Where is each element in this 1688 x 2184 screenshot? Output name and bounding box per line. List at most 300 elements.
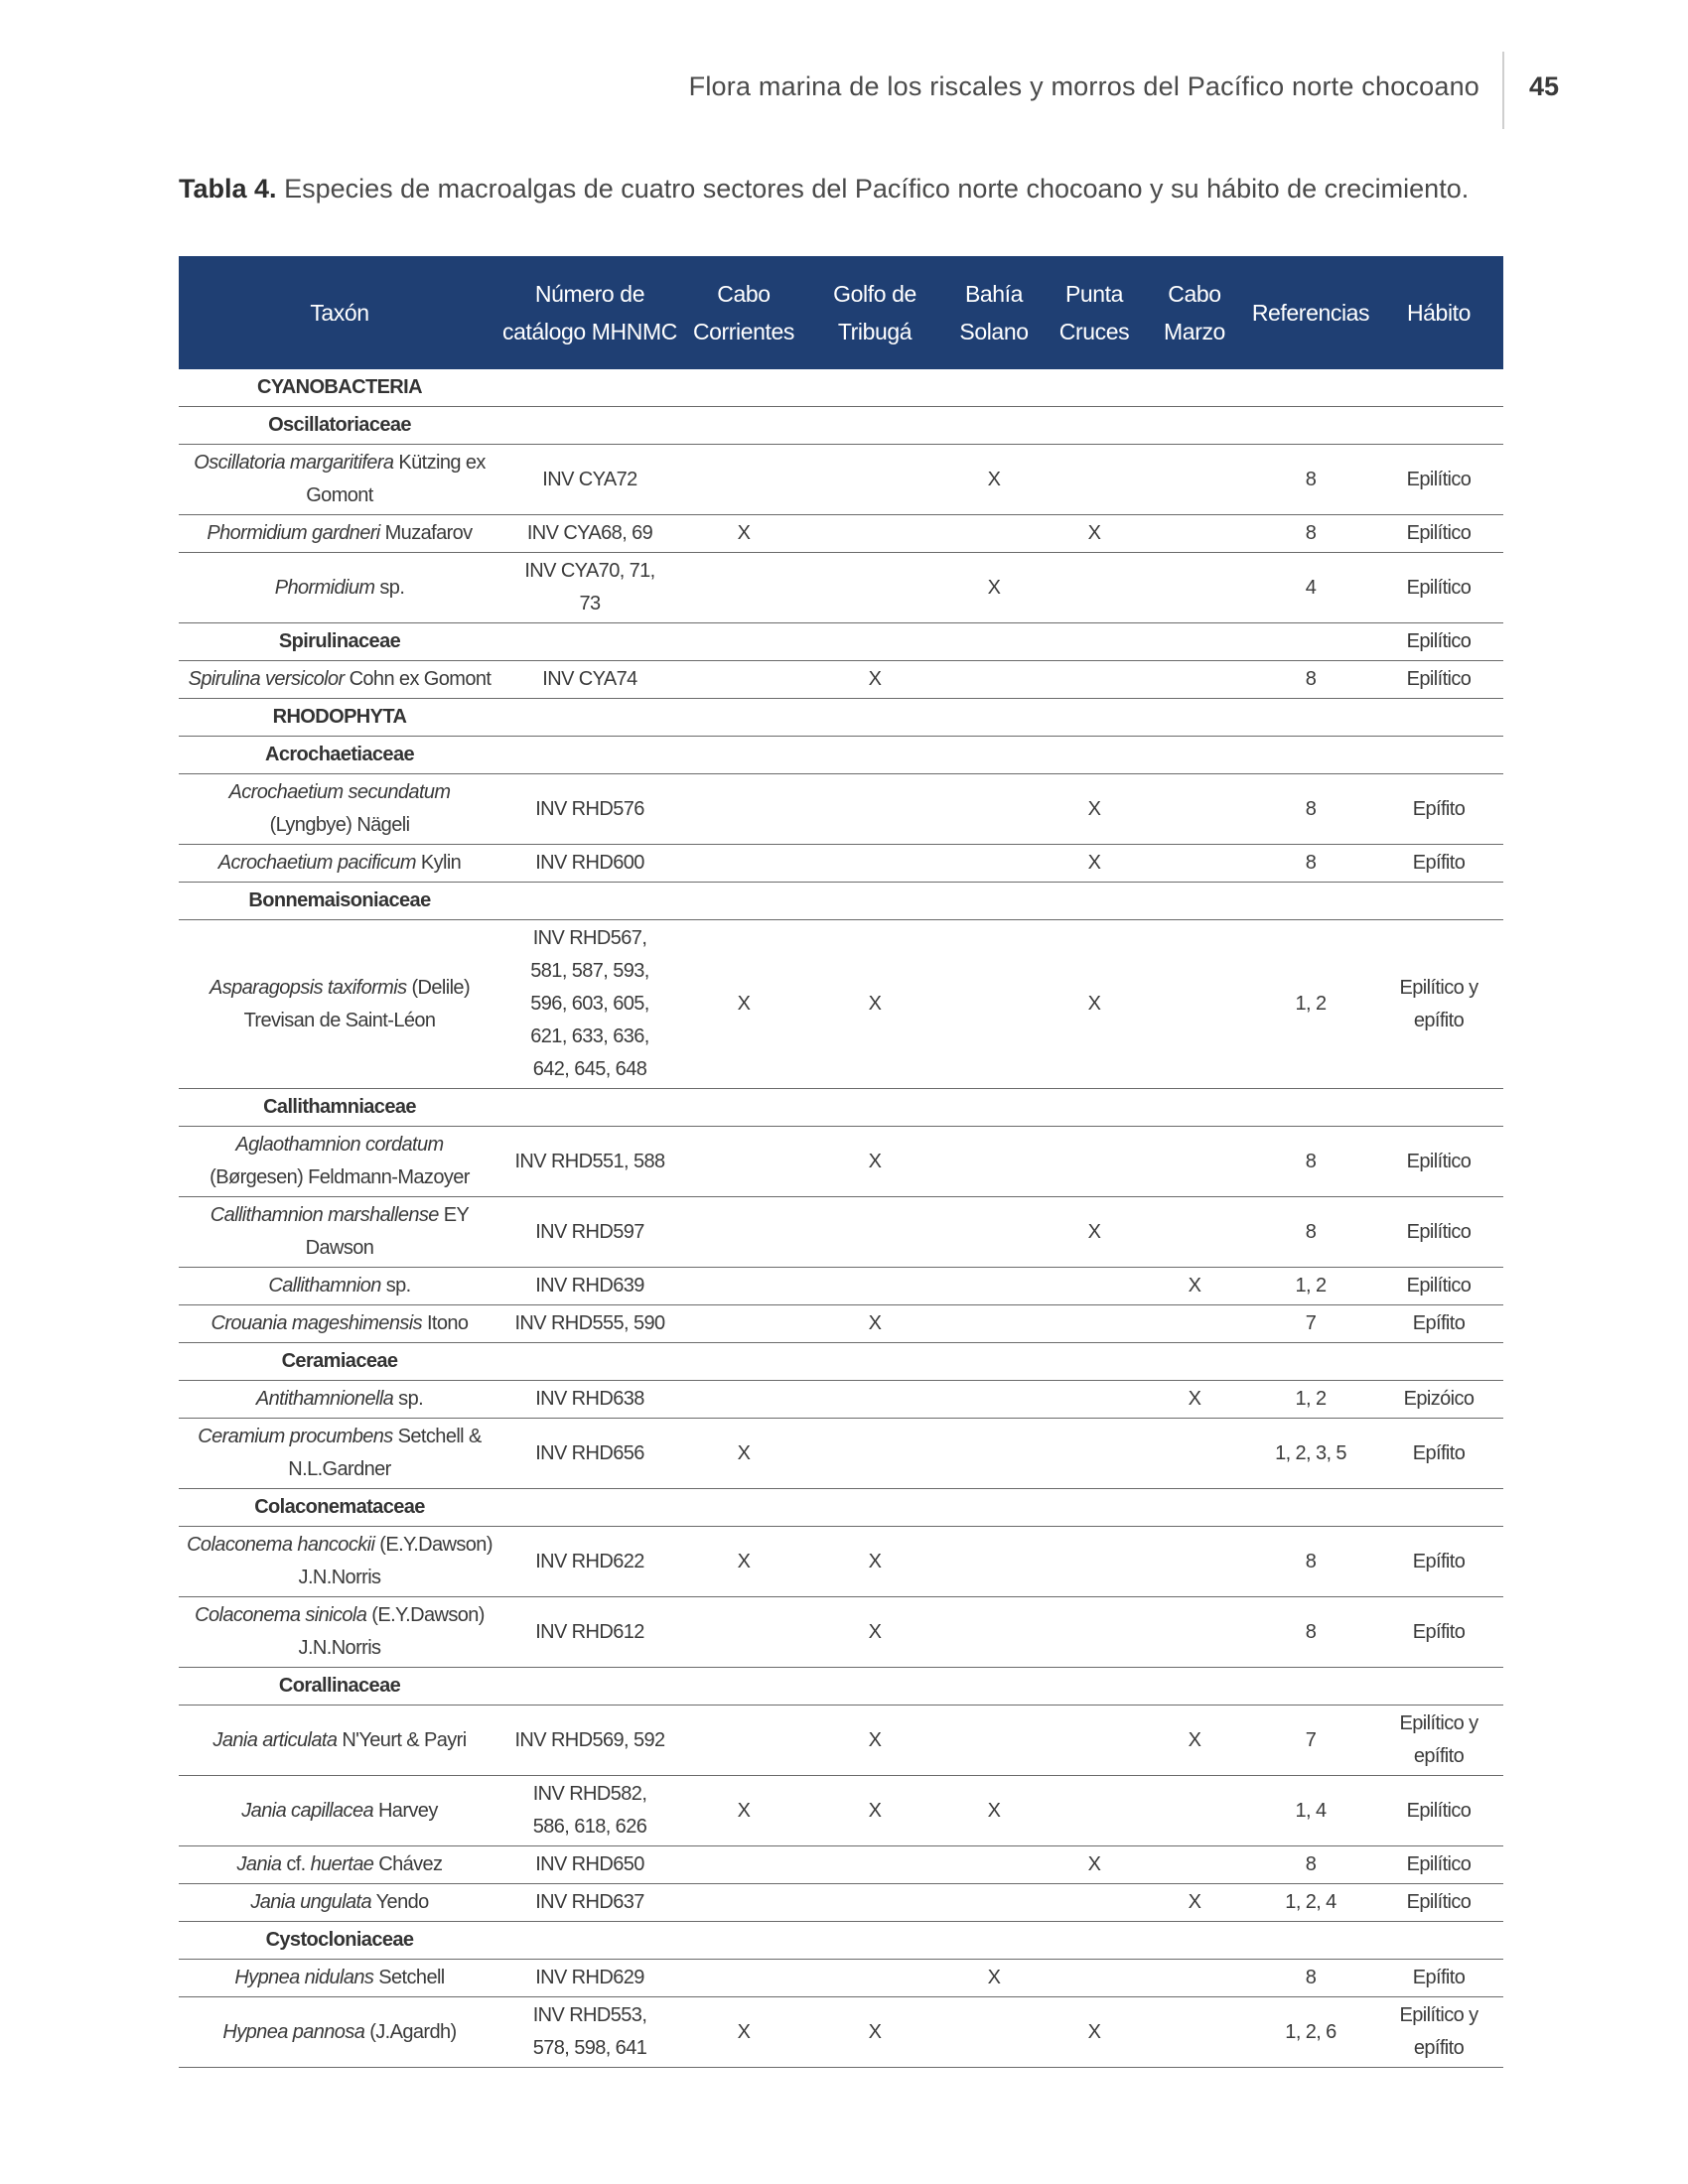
empty-cell [1142,883,1247,920]
empty-cell [808,369,941,407]
presence-mark: X [808,661,941,699]
taxon-cell [179,920,500,1089]
presence-mark: X [941,553,1047,623]
catalog-cell: INV RHD597 [500,1197,679,1268]
empty-cell [679,623,808,661]
empty-cell [941,623,1047,661]
empty-cell [679,1489,808,1527]
references-cell: 8 [1247,1527,1374,1597]
presence-mark: X [1047,1997,1142,2068]
empty-cell [1142,737,1247,774]
taxon-cell [179,1706,500,1776]
presence-mark: X [808,1776,941,1846]
taxon-cell [179,1960,500,1997]
taxon-author: (E.Y.Dawson) J.N.Norris [298,1534,492,1588]
taxon-name: Hypnea pannosa [222,2020,365,2043]
presence-mark [1047,1419,1142,1489]
habit-cell [1374,369,1503,407]
habit-cell: Epilítico [1374,1776,1503,1846]
empty-cell [941,369,1047,407]
presence-mark [808,1381,941,1419]
empty-cell [1047,1668,1142,1706]
table-row [179,1776,1503,1846]
presence-mark: X [1047,1846,1142,1884]
table-group-row [179,369,1503,407]
references-cell: 8 [1247,445,1374,515]
empty-cell [1142,1668,1247,1706]
taxon-cell [179,1846,500,1884]
presence-mark: X [808,920,941,1089]
empty-cell [1047,369,1142,407]
presence-mark [808,774,941,845]
empty-cell [500,1668,679,1706]
empty-cell [500,1922,679,1960]
presence-mark [941,661,1047,699]
habit-cell: Epilítico y epífito [1374,1997,1503,2068]
taxon-cell [179,515,500,553]
empty-cell [1247,623,1374,661]
presence-mark [808,1960,941,1997]
empty-cell [1047,699,1142,737]
empty-cell [941,1922,1047,1960]
habit-cell [1374,699,1503,737]
taxon-name: Jania ungulata [250,1891,372,1913]
presence-mark [808,1197,941,1268]
references-cell: 1, 2, 6 [1247,1997,1374,2068]
references-cell: 8 [1247,1127,1374,1197]
taxon-cell [179,1884,500,1922]
catalog-cell: INV RHD639 [500,1268,679,1305]
empty-cell [1142,1343,1247,1381]
col-header-cabo-marzo: Cabo Marzo [1142,256,1247,369]
habit-cell: Epilítico [1374,661,1503,699]
empty-cell [941,1343,1047,1381]
references-cell: 1, 2, 4 [1247,1884,1374,1922]
empty-cell [941,1489,1047,1527]
presence-mark: X [941,445,1047,515]
catalog-cell: INV RHD637 [500,1884,679,1922]
empty-cell [500,407,679,445]
catalog-cell: INV RHD638 [500,1381,679,1419]
habit-cell [1374,883,1503,920]
taxon-cell [179,1305,500,1343]
habit-cell [1374,1668,1503,1706]
col-header-taxon: Taxón [179,256,500,369]
presence-mark [1142,1960,1247,1997]
presence-mark [679,1381,808,1419]
presence-mark [679,774,808,845]
habit-cell [1374,737,1503,774]
taxon-cell [179,661,500,699]
catalog-cell: INV RHD569, 592 [500,1706,679,1776]
table-row [179,1706,1503,1776]
taxon-name: Spirulina versicolor [188,668,345,690]
taxon-cell [179,774,500,845]
taxon-name: Colaconema hancockii [187,1534,375,1556]
taxon-author: Yendo [375,1891,429,1913]
taxon-author: Muzafarov [384,522,473,544]
table-row [179,845,1503,883]
presence-mark [1047,1706,1142,1776]
presence-mark [679,1197,808,1268]
presence-mark [679,1268,808,1305]
taxon-name: Oscillatoria margaritifera [194,452,394,474]
habit-cell: Epífito [1374,1960,1503,1997]
caption-label: Tabla 4. [179,174,277,204]
presence-mark [1047,1960,1142,1997]
species-table [179,256,1503,2068]
habit-cell: Epilítico [1374,1846,1503,1884]
empty-cell [808,1489,941,1527]
table-group-row [179,1489,1503,1527]
taxon-author: Setchell & N.L.Gardner [288,1426,482,1480]
empty-cell [1047,883,1142,920]
empty-cell [1047,737,1142,774]
presence-mark [1047,1597,1142,1668]
empty-cell [679,369,808,407]
catalog-cell: INV RHD656 [500,1419,679,1489]
group-name: RHODOPHYTA [179,699,500,737]
habit-cell [1374,1489,1503,1527]
empty-cell [1247,737,1374,774]
taxon-author: (Lyngbye) Nägeli [269,814,410,836]
empty-cell [941,1668,1047,1706]
table-row [179,1884,1503,1922]
catalog-cell: INV RHD600 [500,845,679,883]
presence-mark [1142,1997,1247,2068]
presence-mark [941,515,1047,553]
presence-mark: X [941,1776,1047,1846]
habit-cell: Epífito [1374,1597,1503,1668]
presence-mark: X [1142,1884,1247,1922]
presence-mark [941,1846,1047,1884]
habit-cell: Epilítico [1374,1884,1503,1922]
presence-mark [941,1268,1047,1305]
table-row [179,1305,1503,1343]
empty-cell [1047,1489,1142,1527]
presence-mark [1047,1268,1142,1305]
taxon-cell [179,445,500,515]
table-group-row [179,1343,1503,1381]
empty-cell [1247,699,1374,737]
empty-cell [1247,1343,1374,1381]
presence-mark [941,1884,1047,1922]
presence-mark [679,661,808,699]
taxon-epithet: huertae [310,1853,374,1875]
taxon-author: (Delile) Trevisan de Saint-Léon [243,976,471,1031]
empty-cell [1142,699,1247,737]
habit-cell: Epilítico y epífito [1374,920,1503,1089]
presence-mark [679,1884,808,1922]
catalog-cell: INV RHD553, 578, 598, 641 [500,1997,679,2068]
empty-cell [941,699,1047,737]
presence-mark [941,845,1047,883]
empty-cell [1047,1089,1142,1127]
caption-text: Especies de macroalgas de cuatro sectores del Pacífico norte chocoano y su hábito de crecimiento. [284,174,1470,204]
table-row [179,661,1503,699]
presence-mark [1142,1305,1247,1343]
table-group-row [179,1668,1503,1706]
table-group-row [179,1922,1503,1960]
empty-cell [941,883,1047,920]
presence-mark [941,1997,1047,2068]
presence-mark [808,845,941,883]
habit-cell: Epilítico [1374,1127,1503,1197]
taxon-author: Kützing ex Gomont [306,452,486,506]
habit-cell: Epilítico [1374,1197,1503,1268]
presence-mark [679,1960,808,1997]
running-title: Flora marina de los riscales y morros del Pacífico norte chocoano [688,71,1479,101]
presence-mark [941,1706,1047,1776]
empty-cell [679,699,808,737]
page-number: 45 [1529,71,1560,101]
habit-cell: Epilítico [1374,553,1503,623]
habit-cell: Epilítico [1374,1268,1503,1305]
table-caption [179,174,1469,205]
taxon-cell [179,1197,500,1268]
table-row [179,920,1503,1089]
habit-cell: Epífito [1374,774,1503,845]
presence-mark [1047,1527,1142,1597]
taxon-author: sp. [398,1388,424,1410]
catalog-cell: INV RHD555, 590 [500,1305,679,1343]
catalog-cell: INV RHD629 [500,1960,679,1997]
references-cell: 8 [1247,1846,1374,1884]
group-name: CYANOBACTERIA [179,369,500,407]
table-row [179,445,1503,515]
catalog-cell: INV RHD582, 586, 618, 626 [500,1776,679,1846]
presence-mark [941,1127,1047,1197]
empty-cell [1142,1489,1247,1527]
empty-cell [500,1489,679,1527]
group-name: Ceramiaceae [179,1343,500,1381]
catalog-cell: INV RHD576 [500,774,679,845]
empty-cell [1247,369,1374,407]
group-name: Cystocloniaceae [179,1922,500,1960]
taxon-name: Asparagopsis taxiformis [209,976,407,999]
catalog-cell: INV CYA74 [500,661,679,699]
empty-cell [808,623,941,661]
references-cell: 8 [1247,661,1374,699]
empty-cell [808,407,941,445]
presence-mark [679,1597,808,1668]
presence-mark: X [679,920,808,1089]
presence-mark: X [808,1597,941,1668]
presence-mark: X [808,1997,941,2068]
presence-mark: X [1047,515,1142,553]
taxon-author: Itono [426,1312,469,1334]
presence-mark [941,920,1047,1089]
col-header-referencias: Referencias [1247,256,1374,369]
empty-cell [1247,883,1374,920]
presence-mark [679,553,808,623]
presence-mark [941,1305,1047,1343]
table-header-row [179,256,1503,369]
presence-mark [1142,774,1247,845]
table-row [179,1127,1503,1197]
presence-mark: X [679,1997,808,2068]
habit-cell: Epilítico [1374,623,1503,661]
empty-cell [500,369,679,407]
presence-mark: X [679,1527,808,1597]
taxon-name: Acrochaetium secundatum [228,781,451,803]
empty-cell [1047,1343,1142,1381]
presence-mark [808,1846,941,1884]
empty-cell [679,737,808,774]
empty-cell [500,1089,679,1127]
taxon-author: (J.Agardh) [369,2020,457,2043]
taxon-name: Crouania mageshimensis [211,1312,422,1334]
presence-mark [1142,445,1247,515]
presence-mark [1142,1846,1247,1884]
presence-mark [1047,1776,1142,1846]
empty-cell [679,407,808,445]
taxon-cell [179,553,500,623]
empty-cell [679,1922,808,1960]
references-cell: 7 [1247,1706,1374,1776]
presence-mark [1047,1884,1142,1922]
references-cell: 8 [1247,845,1374,883]
empty-cell [679,1343,808,1381]
presence-mark [1047,661,1142,699]
taxon-name: Antithamnionella [255,1388,394,1410]
habit-cell: Epilítico y epífito [1374,1706,1503,1776]
presence-mark [679,1305,808,1343]
catalog-cell: INV RHD567, 581, 587, 593, 596, 603, 605, 621, 633, 636, 642, 645, 648 [500,920,679,1089]
empty-cell [808,1089,941,1127]
taxon-author: (E.Y.Dawson) J.N.Norris [298,1604,485,1659]
presence-mark: X [1047,845,1142,883]
group-name: Colaconemataceae [179,1489,500,1527]
references-cell: 1, 2, 3, 5 [1247,1419,1374,1489]
presence-mark [679,1846,808,1884]
empty-cell [1247,1922,1374,1960]
habit-cell: Epífito [1374,1305,1503,1343]
presence-mark: X [941,1960,1047,1997]
habit-cell: Epífito [1374,845,1503,883]
table-row [179,1381,1503,1419]
presence-mark: X [1142,1381,1247,1419]
table-row [179,553,1503,623]
empty-cell [1247,1089,1374,1127]
empty-cell [808,1668,941,1706]
presence-mark [941,1197,1047,1268]
empty-cell [808,737,941,774]
habit-cell [1374,407,1503,445]
presence-mark: X [1142,1268,1247,1305]
table-row [179,774,1503,845]
habit-cell: Epífito [1374,1419,1503,1489]
habit-cell: Epilítico [1374,515,1503,553]
taxon-author: Cohn ex Gomont [349,668,492,690]
presence-mark [1142,1597,1247,1668]
presence-mark [1047,1305,1142,1343]
presence-mark [1047,445,1142,515]
taxon-name: Phormidium gardneri [207,522,380,544]
table-group-row [179,407,1503,445]
taxon-cell [179,1419,500,1489]
group-name: Corallinaceae [179,1668,500,1706]
table-row [179,1419,1503,1489]
taxon-author: sp. [379,576,405,599]
taxon-author: N'Yeurt & Payri [342,1728,467,1751]
table-row [179,1268,1503,1305]
presence-mark [1047,553,1142,623]
empty-cell [679,1668,808,1706]
habit-cell [1374,1922,1503,1960]
col-header-bahia-solano: Bahía Solano [941,256,1047,369]
presence-mark [1142,515,1247,553]
taxon-cell [179,1527,500,1597]
presence-mark [808,1884,941,1922]
taxon-author: Chávez [378,1853,443,1875]
presence-mark [1142,1776,1247,1846]
table-row [179,1960,1503,1997]
empty-cell [1142,369,1247,407]
presence-mark [1142,661,1247,699]
taxon-name: Ceramium procumbens [198,1426,393,1447]
table-row [179,1846,1503,1884]
references-cell: 8 [1247,1960,1374,1997]
catalog-cell: INV RHD650 [500,1846,679,1884]
catalog-cell: INV CYA72 [500,445,679,515]
table-row [179,1597,1503,1668]
taxon-name: Jania capillacea [241,1799,373,1822]
col-header-golfo-tribuga: Golfo de Tribugá [808,256,941,369]
references-cell: 1, 2 [1247,1381,1374,1419]
col-header-cabo-corrientes: Cabo Corrientes [679,256,808,369]
group-name: Bonnemaisoniaceae [179,883,500,920]
table-row [179,1527,1503,1597]
presence-mark: X [808,1527,941,1597]
group-name: Callithamniaceae [179,1089,500,1127]
empty-cell [1047,623,1142,661]
habit-cell: Epilítico [1374,445,1503,515]
presence-mark [679,445,808,515]
col-header-punta-cruces: Punta Cruces [1047,256,1142,369]
taxon-name: Jania articulata [212,1728,338,1751]
catalog-cell: INV RHD622 [500,1527,679,1597]
presence-mark [1142,1419,1247,1489]
taxon-cell [179,1776,500,1846]
group-name: Oscillatoriaceae [179,407,500,445]
references-cell: 8 [1247,515,1374,553]
taxon-name: Callithamnion marshallense [210,1204,439,1226]
table-row [179,1997,1503,2068]
table-row [179,515,1503,553]
table-group-row [179,737,1503,774]
empty-cell [500,699,679,737]
empty-cell [1142,623,1247,661]
presence-mark [941,1597,1047,1668]
taxon-author: EY Dawson [305,1204,470,1259]
presence-mark [679,1127,808,1197]
taxon-author: (Børgesen) Feldmann-Mazoyer [210,1166,470,1188]
presence-mark: X [1142,1706,1247,1776]
empty-cell [1047,1922,1142,1960]
catalog-cell: INV RHD551, 588 [500,1127,679,1197]
presence-mark [1047,1381,1142,1419]
empty-cell [1142,407,1247,445]
empty-cell [1142,1922,1247,1960]
taxon-name: Phormidium [274,576,375,599]
empty-cell [1247,1668,1374,1706]
empty-cell [500,623,679,661]
presence-mark: X [679,515,808,553]
presence-mark [808,1268,941,1305]
presence-mark [679,845,808,883]
empty-cell [1142,1089,1247,1127]
